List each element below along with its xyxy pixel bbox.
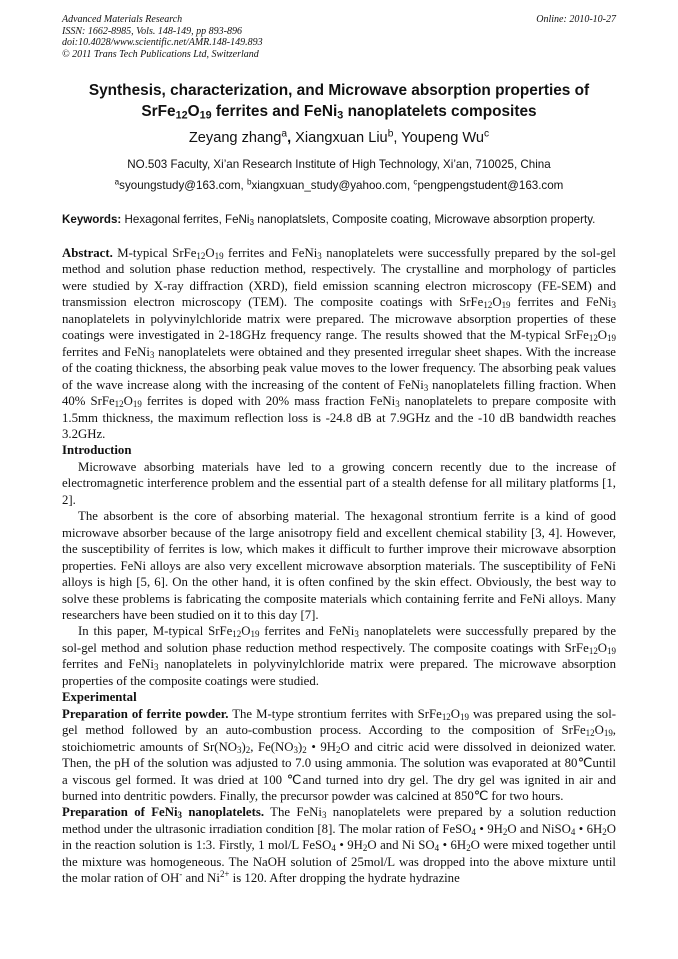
abstract-label: Abstract. [62,246,113,260]
online-date: Online: 2010-10-27 [536,14,616,25]
issn: ISSN: 1662-8985, Vols. 148-149, pp 893-896 [62,25,242,37]
keywords: Keywords: Hexagonal ferrites, FeNi$_3$ nanoplatslets, Composite coating, Microwave absorption property. [62,213,596,228]
author-2: Xiangxuan Liu [295,130,388,146]
author-list: Zeyang zhang$^a$, Xiangxuan Liu$^b$, Youpeng Wu$^c$ [188,128,490,146]
experimental-paragraph-ferrite: Preparation of ferrite powder. The M-type strontium ferrites with $SrFe_{12}O_{19}$ was prepared using the sol-gel method followed by an auto-combustion process. According to the composition of $SrFe_{12}O_{19}$, stoichiometric amounts of $Sr(NO_3)_2$, $Fe(NO_3)_2$ • $9H_2O$ and citric acid were dissolved in deionized water. Then, the pH of the solution was adjusted to 7.0 using ammonia. The solution was evaporated at 80℃until a viscous gel formed. It was dried at 100 ℃and turned into dry gel. The dry gel was ignited in air and burned into dentritic powders. Finally, the precursor powder was calcined at 850℃ for two hours. [62,706,617,803]
author-3: Youpeng Wu [401,130,485,146]
paper-body [62,245,616,887]
journal-name: Advanced Materials Research [62,14,183,25]
paper-title [60,80,618,122]
copyright: © 2011 Trans Tech Publications Ltd, Switzerland [62,48,259,60]
section-heading-experimental: Experimental [62,690,137,705]
abstract: Abstract. M-typical $SrFe_{12}O_{19}$ ferrites and FeNi$_3$ nanoplatelets were successfully prepared by the sol-gel method and solution phase reduction method, respectively. The crystalline and morphology of particles were studied by X-ray diffraction (XRD), field emission scanning electron microscopy (FE-SEM) and transmission electron microscopy (TEM). The composite coatings with $SrFe_{12}O_{19}$ ferrites and FeNi$_3$ nanoplatelets in polyvinylchloride matrix were prepared. The microwave absorption properties of these coatings were investigated in 2-18GHz frequency range. The results showed that the M-typical $SrFe_{12}O_{19}$ ferrites and FeNi$_3$ nanoplatelets were obtained and they presented irregular sheet shapes. With the increase of the coating thickness, the absorbing peak value moves to the lower frequency. The absorbing peak values of the wave increase along with the increasing of the content of FeNi$_3$ nanoplatelets filling fraction. When 40% $SrFe_{12}O_{19}$ ferrites is doped with 20% mass fraction FeNi$_3$ nanoplatelets to prepare composite with 1.5mm thickness, the maximum reflection loss is -24.8 dB at 7.9GHz and the -10 dB bandwidth reaches 3.2GHz. [62,246,617,441]
intro-paragraph-2: The absorbent is the core of absorbing material. The hexagonal strontium ferrite is a kind of good microwave absorber because of the large anisotropy field and excellent chemical stability [3, 4]. However, the susceptibility of ferrites is low, which makes it difficult to further improve their microwave absorption properties. FeNi alloys are also very excellent microwave absorption materials. The susceptibility of FeNi alloys is high [5, 6]. On the other hand, it is often confined by the skin effect. Obviously, the best way to solve these problems is fabricating the composite materials which containing ferrite and FeNi alloys. Many researchers have been studied on it to this day [7]. [62,509,616,622]
experimental-paragraph-feni3: Preparation of FeNi$_3$ nanoplatelets. The FeNi$_3$ nanoplatelets were prepared by a solution reduction method under the ultrasonic irradiation condition [8]. The molar ration of FeSO$_4$ • $9H_2O$ and NiSO$_4$ • $6H_2O$ in the reaction solution is 1:3. Firstly, 1 mol/L FeSO$_4$ • $9H_2O$ and Ni $SO_4$ • $6H_2O$ were mixed together until the mixture was homogeneous. The NaOH solution of 25mol/L was dropped into the above mixture until the molar ration of OH- and $Ni^{2+}$ is 120. After dropping the hydrate hydrazine [62,805,616,886]
author-emails: $^a$syoungstudy@163.com, $^b$xiangxuan_study@yahoo.com, $^c$pengpengstudent@163.com [114,177,564,192]
running-header [62,14,616,60]
keywords-label: Keywords: [62,213,122,226]
section-heading-introduction: Introduction [62,443,132,458]
author-1: Zeyang zhang [188,130,282,146]
doi: doi:10.4028/www.scientific.net/AMR.148-149.893 [62,37,263,49]
intro-paragraph-3: In this paper, M-typical $SrFe_{12}O_{19}$ ferrites and FeNi$_3$ nanoplatelets were successfully prepared by the sol-gel method and solution phase reduction method respectively. The composite coatings with $SrFe_{12}O_{19}$ ferrites and FeNi$_3$ nanoplatelets in polyvinylchloride matrix were prepared. The microwave absorption properties of the composite coatings were studied. [62,624,616,688]
intro-paragraph-1: Microwave absorbing materials have led to a growing concern recently due to the increase of electromagnetic interference problem and the essential part of a stealth defense for all military platforms [1, 2]. [62,459,616,507]
title-line-1: Synthesis, characterization, and Microwave absorption properties of [88,82,590,99]
affiliation: NO.503 Faculty, Xi’an Research Institute of High Technology, Xi’an, 710025, China [127,158,551,171]
title-line-2: $SrFe_{12}O_{19}$ ferrites and FeNi$_3$ nanoplatelets composites [141,103,537,122]
